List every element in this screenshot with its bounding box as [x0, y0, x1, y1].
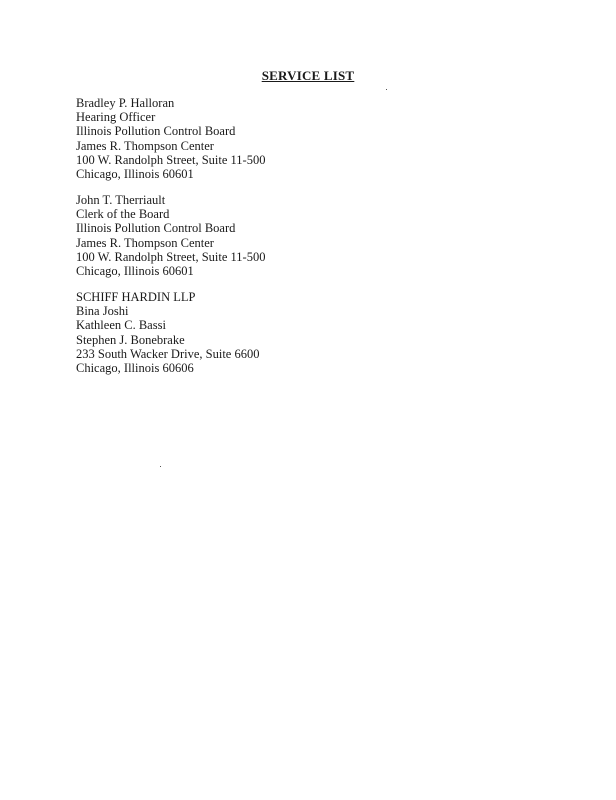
- attorney-name: Bina Joshi: [76, 304, 129, 319]
- attorney-name: Kathleen C. Bassi: [76, 318, 166, 333]
- service-entry-hearing-officer: [76, 96, 265, 181]
- recipient-street: 100 W. Randolph Street, Suite 11-500: [76, 152, 266, 167]
- recipient-building: James R. Thompson Center: [76, 235, 214, 250]
- page-title: SERVICE LIST: [261, 68, 355, 83]
- service-entry-clerk: [76, 193, 265, 278]
- recipient-name: Bradley P. Halloran: [76, 96, 175, 110]
- scan-speck: [160, 466, 161, 467]
- recipient-street: 233 South Wacker Drive, Suite 6600: [76, 346, 260, 361]
- recipient-title: Hearing Officer: [76, 110, 156, 125]
- scan-speck: [386, 89, 387, 90]
- recipient-city: Chicago, Illinois 60606: [76, 361, 194, 376]
- recipient-building: James R. Thompson Center: [76, 138, 214, 153]
- firm-name: SCHIFF HARDIN LLP: [76, 290, 196, 304]
- attorney-name: Stephen J. Bonebrake: [76, 332, 185, 347]
- recipient-city: Chicago, Illinois 60601: [76, 167, 194, 182]
- recipient-title: Clerk of the Board: [76, 207, 170, 222]
- recipient-organization: Illinois Pollution Control Board: [76, 221, 236, 236]
- recipient-street: 100 W. Randolph Street, Suite 11-500: [76, 249, 266, 264]
- recipient-name: John T. Therriault: [76, 193, 166, 207]
- recipient-organization: Illinois Pollution Control Board: [76, 124, 236, 139]
- recipient-city: Chicago, Illinois 60601: [76, 264, 194, 279]
- service-entry-law-firm: [76, 290, 259, 375]
